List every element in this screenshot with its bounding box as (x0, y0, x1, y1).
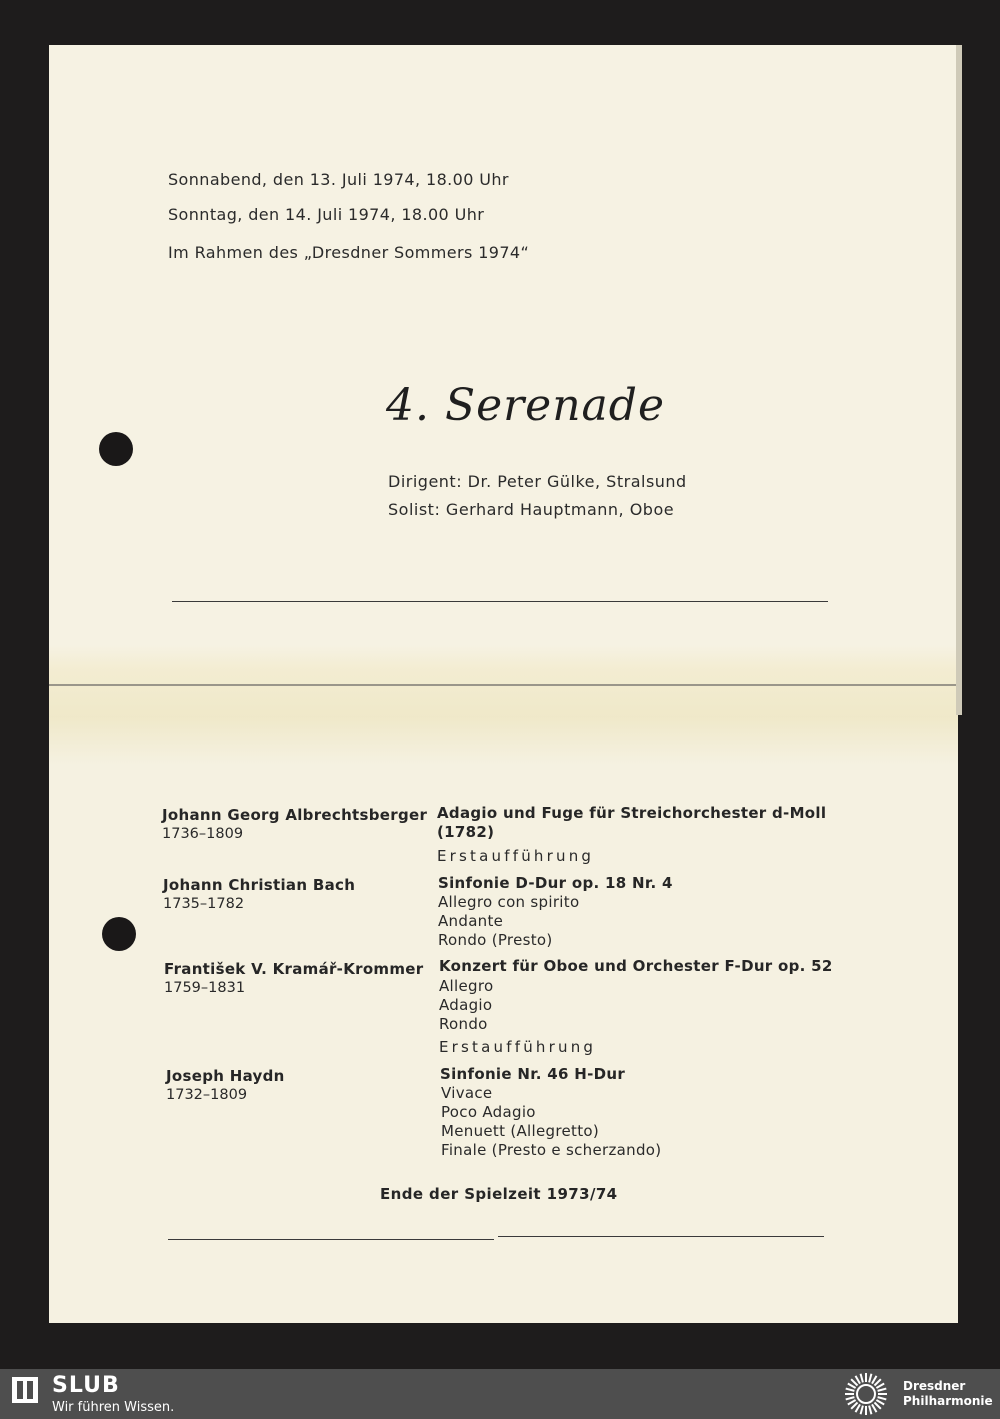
work-title: Konzert für Oboe und Orchester F-Dur op. 52 (439, 957, 833, 975)
punch-hole-top (99, 432, 133, 466)
movement: Adagio (439, 996, 493, 1014)
logo-ray (856, 1404, 861, 1412)
logo-ray (872, 1376, 877, 1384)
logo-ray (874, 1402, 880, 1408)
sheet-edge (956, 45, 962, 715)
composer-name: Johann Georg Albrechtsberger (162, 806, 428, 824)
logo-ray (876, 1384, 884, 1389)
premiere-note: Erstaufführung (439, 1038, 597, 1056)
logo-ray (851, 1379, 857, 1385)
conductor-line: Dirigent: Dr. Peter Gülke, Stralsund (388, 472, 687, 491)
slub-logo-icon[interactable] (12, 1377, 38, 1403)
divider-bottom-right (498, 1236, 824, 1237)
work-title: Adagio und Fuge für Streichorchester d-Moll (437, 804, 827, 822)
partner-name-line-1: Dresdner (903, 1379, 966, 1393)
logo-ray (861, 1406, 863, 1415)
composer-dates: 1735–1782 (163, 896, 245, 912)
work-year: (1782) (437, 823, 495, 841)
movement: Poco Adagio (441, 1103, 536, 1121)
logo-ray (856, 1376, 861, 1384)
punch-hole-bottom (102, 917, 136, 951)
sheet-upper-half (49, 45, 958, 685)
movement: Finale (Presto e scherzando) (441, 1141, 662, 1159)
composer-dates: 1736–1809 (162, 826, 244, 842)
movement: Rondo (Presto) (438, 931, 553, 949)
partner-name-line-2: Philharmonie (903, 1394, 993, 1408)
logo-ray (846, 1389, 855, 1391)
logo-ray (878, 1397, 887, 1399)
logo-ray (874, 1379, 880, 1385)
library-slogan: Wir führen Wissen. (52, 1400, 175, 1415)
logo-ray (848, 1384, 856, 1389)
philharmonie-logo-icon[interactable] (842, 1371, 890, 1417)
soloist-line: Solist: Gerhard Hauptmann, Oboe (388, 500, 675, 519)
logo-ray (869, 1406, 871, 1415)
festival-context: Im Rahmen des „Dresdner Sommers 1974“ (168, 243, 530, 262)
divider-bottom-left (168, 1239, 494, 1240)
composer-dates: 1759–1831 (164, 980, 246, 996)
work-title: Sinfonie Nr. 46 H-Dur (440, 1065, 626, 1083)
movement: Allegro con spirito (438, 893, 580, 911)
logo-ray (848, 1400, 856, 1405)
fold-line (49, 684, 961, 686)
footer-bar (0, 1369, 1000, 1419)
logo-ray (869, 1374, 871, 1383)
season-end-note: Ende der Spielzeit 1973/74 (380, 1185, 618, 1203)
composer-name: Johann Christian Bach (163, 876, 356, 894)
work-title: Sinfonie D-Dur op. 18 Nr. 4 (438, 874, 673, 892)
divider-top (172, 601, 828, 602)
movement: Andante (438, 912, 504, 930)
logo-ray (861, 1374, 863, 1383)
movement: Vivace (441, 1084, 493, 1102)
movement: Rondo (439, 1015, 488, 1033)
logo-ray (878, 1389, 887, 1391)
logo-ray (846, 1397, 855, 1399)
premiere-note: Erstaufführung (437, 847, 595, 865)
composer-name: František V. Kramář-Krommer (164, 960, 424, 978)
date-line-sunday: Sonntag, den 14. Juli 1974, 18.00 Uhr (168, 205, 485, 224)
tape-strip (49, 645, 958, 765)
date-line-saturday: Sonnabend, den 13. Juli 1974, 18.00 Uhr (168, 170, 509, 189)
library-name[interactable]: SLUB (52, 1373, 120, 1398)
composer-dates: 1732–1809 (166, 1087, 248, 1103)
movement: Menuett (Allegretto) (441, 1122, 599, 1140)
composer-name: Joseph Haydn (166, 1067, 285, 1085)
logo-ray (876, 1400, 884, 1405)
logo-ray (872, 1404, 877, 1412)
concert-title: 4. Serenade (386, 380, 665, 431)
movement: Allegro (439, 977, 494, 995)
logo-ray (851, 1402, 857, 1408)
